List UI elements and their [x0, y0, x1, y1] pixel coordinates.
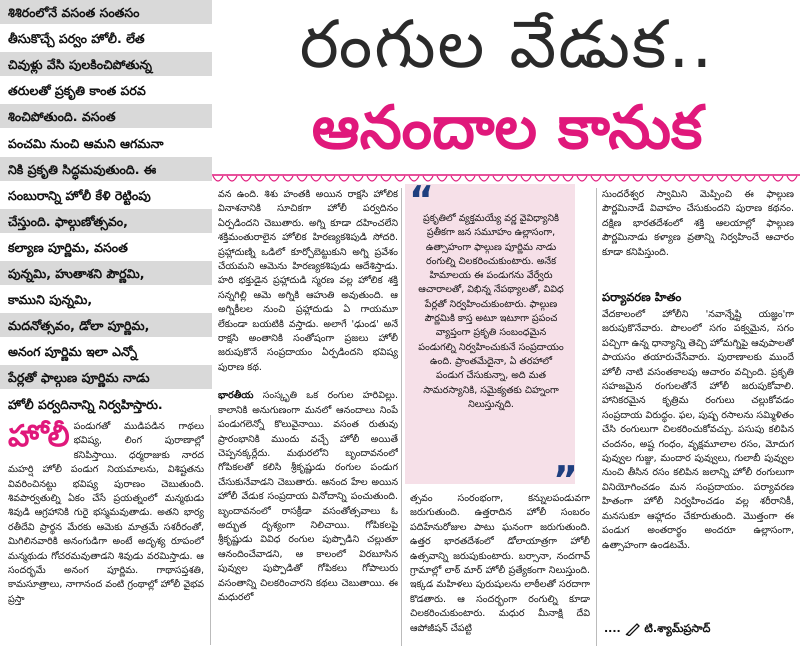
intro-line-text: శించిపోతుంది. వసంత	[8, 109, 116, 125]
intro-line	[0, 313, 212, 337]
intro-line	[0, 339, 212, 363]
intro-line	[0, 183, 212, 207]
intro-line-text: చేస్తుంది. ఫాల్గుణోత్సవం,	[8, 213, 128, 229]
ornament-loop	[563, 176, 573, 181]
intro-line	[0, 392, 212, 416]
ornament-loop	[521, 176, 531, 181]
ornament-loop	[367, 176, 377, 181]
ornament-loop	[227, 176, 237, 181]
intro-line	[0, 365, 212, 389]
intro-line-text: అనంగ పూర్ణిమ ఇలా ఎన్నో	[8, 344, 138, 360]
ornament-loop	[297, 176, 307, 181]
ornament-loop	[255, 176, 265, 181]
ornament-loop	[549, 176, 559, 181]
ornament-loop	[395, 176, 405, 181]
ornament-loop	[745, 176, 755, 181]
ornament-loop	[703, 176, 713, 181]
column-4-bottom-text: వేదకాలంలో హోలీని 'నవాన్నేష్టి యజ్ఞం'గా జరుపుకొనేవారు. పొలంలో సగం పక్వమైన, సగం పచ్చిగా ఉన్న ధాన్యాన్ని తెచ్చి హోమగ్నిపై ఆవుపాలతో పాయసం తయారుచేసేవారు. పురాణాలకు ముందే హోలీ నాటి వసంతకాలపు ఆచారం వచ్చింది. ప్రకృతి సహజమైన రంగులతోనే హోలీ జరుపుకోవాలి. హానికరమైన కృత్రిమ రంగులు చల్లుకోవడం సంప్రదాయ విరుద్ధం. ఫల, పుష్ప రసాలను సమ్మిళితం చేసి రంగులుగా చిలకరించుకోవచ్చు. పసుపు కలిపిన చందనం, అష్ట గంధం, వృక్షమూలాల రసం, మోదుగ పువ్వుల గుజ్జు, మందార పువ్వులు, గులాబీ పువ్వుల నుంచి తీసిన రసం కలిపిన జలాన్ని హోలీ రంగులుగా వినియోగించడం మన సంప్రదాయం. పర్యావరణ హితంగా హోలీ నిర్వహించడం వల్ల శరీరానికీ, మనసుకూ ఆహ్లాదం చేకూరుతుంది. మొత్తంగా ఈ పండుగ అంతరార్థం అందరూ ఉల్లాసంగా, ఉత్సాహంగా ఉండటమే.	[602, 309, 794, 551]
byline-author: టి.శ్యామ్‌ప్రసాద్	[644, 622, 711, 635]
ornament-loop	[731, 176, 741, 181]
intro-line	[0, 235, 212, 259]
column-2-bottom-text: సంస్కృతి ఒక రంగుల హరివిల్లు. కాలానికి అనుగుణంగా మనలో ఆనందాలు నింపే పండుగలెన్నో కొలువైనాయి. వసంత రుతువు ప్రారంభానికి ముందు వచ్చే హోలీ అయితే చెప్పనక్కర్లేదు. మథురలోని బృందావనంలో గోపికలతో కలిసి శ్రీకృష్ణుడు రంగుల పండుగ చేసుకునేవాడని చెబుతారు. ఆనంద హేల అయిన హోలీ వేడుక సంప్రదాయ వినోదాన్ని పంచుతుంది. బృందావనంలో రాసక్రీడా వసంతోత్సవాలు ఓ అద్భుత దృశ్యంగా నిలిచాయి. గోపికలపై శ్రీకృష్ణుడు వివిధ రంగుల పుప్పొడిని చల్లుతూ ఆనందించేవాడని, ఆ కాలంలో విరబూసిన పువ్వుల పుప్పొడితో గోపికలు గోపాలురు వసంతాన్ని చిలకరించారని కథలు చెబుతాయి. ఈ మధురలో	[218, 390, 398, 603]
pen-icon	[625, 622, 641, 636]
column-3-lower	[410, 492, 590, 646]
intro-line	[0, 104, 212, 128]
column-2	[218, 188, 398, 646]
ornament-loop	[241, 176, 251, 181]
ornament-loop	[633, 176, 643, 181]
ornament-loop	[353, 176, 363, 181]
ornament-loop	[787, 176, 797, 181]
pull-quote-box	[405, 178, 578, 502]
intro-line-text: పంచమి నుంచి ఆమని ఆగమనా	[8, 135, 164, 151]
intro-line-text: శిశిరంలోనే వసంత సంతసం	[8, 5, 140, 20]
intro-line-text: చివుళ్లు వేసి పులకించిపోతున్న	[8, 57, 152, 73]
column-1-lower	[8, 420, 204, 646]
intro-line-text: పేర్లతో ఫాల్గుణ పూర్ణిమ నాడు	[8, 370, 150, 386]
ornament-loop	[451, 176, 461, 181]
ornament-loop	[465, 176, 475, 181]
column-4-top-text: సుందరేశ్వర స్వామిని మెప్పించి ఈ ఫాల్గుణ పౌర్ణమినాడే వివాహం చేసుకుందని పురాణ కథనం. దక్షిణ భారతదేశంలో శక్తి ఆలయాల్లో ఫాల్గుణ పౌర్ణమినాడు కళ్యాణ వ్రతాన్ని నిర్వహించే ఆచారం కూడా కనిపిస్తుంది.	[602, 189, 794, 258]
close-quote-icon: ”	[553, 458, 578, 502]
column-divider	[210, 415, 211, 645]
intro-line-text: కల్యాణ పూర్ణిమ, వసంత	[8, 239, 128, 255]
byline	[604, 622, 794, 638]
ornament-loop	[311, 176, 321, 181]
pull-quote-text: ప్రకృతిలో వ్యక్తమయ్యే వర్ణ వైవిధ్యానికి ప్రతీకగా జన సమూహం ఉల్లాసంగా, ఉత్సాహంగా ఫాల్గుణ పూర్ణిమ నాడు రంగుల్ని చిలకరించుకుంటారు. అనేక హిమాలయ ఈ పండుగను వేర్వేరు ఆచారాలతో, విభిన్న నేపథ్యాలతో, వివిధ పేర్లతో నిర్వహించుకుంటారు. ఫాల్గుణ పౌర్ణమికి కాస్త అటూ ఇటూగా ప్రపంచ వ్యాప్తంగా ప్రకృతి సంబంధమైన పండుగల్ని నిర్వహించుకునే సంప్రదాయం ఉంది. ప్రాంతమేదైనా, ఏ తరహాలో పండుగ చేసుకున్నా, అది మత సామరస్యానికి, సమైక్యతకు చిహ్నంగా నిలుస్తున్నది.	[418, 213, 564, 410]
intro-line-text: మదనోత్సవం, డోలా పూర్ణిమ,	[8, 318, 150, 334]
intro-line-text: నికి ప్రకృతి సిద్ధమవుతుంది. ఈ	[8, 161, 157, 177]
intro-line	[0, 209, 212, 233]
ornament-loop	[325, 176, 335, 181]
ornament-loop	[661, 176, 671, 181]
intro-line	[0, 131, 212, 155]
ornament-loop	[213, 176, 223, 181]
ornament-loop	[619, 176, 629, 181]
headline-line1: రంగుల వేడుక..	[299, 6, 715, 83]
intro-column	[0, 0, 212, 418]
ornament-loop	[577, 176, 587, 181]
ornament-loop	[283, 176, 293, 181]
intro-line	[0, 26, 212, 50]
section-heading: పర్యావరణ హితం	[602, 290, 682, 304]
ornament-loop	[591, 176, 601, 181]
intro-line	[0, 261, 212, 285]
intro-line-text: తరులతో ప్రకృతి కాంత పరవ	[8, 83, 146, 99]
ornament-loop	[647, 176, 657, 181]
open-quote-icon: “	[409, 178, 434, 222]
column-divider	[596, 188, 597, 646]
ornament-loop	[535, 176, 545, 181]
ornament-loop	[605, 176, 615, 181]
ornament-loop	[675, 176, 685, 181]
ornament-loop	[773, 176, 783, 181]
column-4-top	[602, 188, 794, 278]
ornament-loop	[269, 176, 279, 181]
headline-line2: ఆనందాల కానుక	[311, 93, 703, 163]
column-1-text: పండుగతో ముడిపడిన గాథలు భవిష్య, లింగ పురాణాల్లో కనిపిస్తాయి. ధర్మరాజుకు నారద మహర్షి హోలీ పండుగ నియమాలను, విశిష్టతను వివరించినట్టు భవిష్య పురాణం చెబుతుంది. శివపార్వతుల్ని ఏకం చేసే ప్రయత్నంలో మన్మథుడు శివుడి ఆగ్రహానికి గురై భస్మమవుతాడు. అతని భార్య రతీదేవి ప్రార్థన మేరకు ఆమెకు మాత్రమే సశరీరంతో, మిగిలినవారికి అనంగుడిగా అంటే అదృశ్య రూపంలో మన్మథుడు గోచరమవుతాడని శివుడు వరమిస్తాడు. ఆ సందర్భమే అనంగ పూర్ణిమ. గాథాసప్తశతి, కామసూత్రాలు, నాగానంద వంటి గ్రంథాల్లో హోలీ వైభవ ప్రస్తా	[8, 421, 204, 605]
ornament-loop	[479, 176, 489, 181]
intro-line	[0, 157, 212, 181]
ornament-loop	[493, 176, 503, 181]
column-3-text: త్సవం సంరంభంగా, కన్నులపండువగా జరుగుతుంది. ఉత్తరాదిన హోలీ సంబరం పదిహేనురోజుల పాటు ఘనంగా జరుగుతుంది. ఉత్తర భారతదేశంలో డోలాయాత్రగా హోలీ ఉత్సవాన్ని జరుపుకుంటారు. బర్సానా, నందగావ్ గ్రామాల్లో లాఠ్ మార్ హోలీ ప్రత్యేకంగా నిలుస్తుంది. ఇక్కడ మహిళలు పురుషులను లాఠీలతో సరదాగా కొడతారు. ఆ సందర్భంగా రంగుల్ని కూడా చిలకరించుకుంటారు. మధుర మీనాక్షి దేవి ఆపోజీషన్ చేపట్టి	[410, 493, 590, 634]
intro-line	[0, 287, 212, 311]
intro-line-text: పున్నమి, హుతాశని పౌర్ణమి,	[8, 266, 145, 281]
dropcap-word: హోలీ	[8, 420, 70, 454]
column-4-bottom	[602, 308, 794, 618]
intro-line-text: సంబురాన్ని హోలీ కేళి రెట్టింపు	[8, 187, 151, 203]
intro-line-text: తీసుకొచ్చే పర్వం హోలీ. లేత	[8, 31, 145, 47]
ornament-loop	[759, 176, 769, 181]
column-2-top-text: వన ఉంది. శిశు హంతకి అయిన రాక్షసి హోలిక వినాశనానికి సూచికగా హోలీ పర్వదినం ఏర్పడిందని చెబుతారు. అగ్ని కూడా దహించలేని శక్తిమంతురాలైన హోలిక హిరణ్యకశిపుడి సోదరి. ప్రహ్లాదుణ్ని ఒడిలో కూర్చోబెట్టుకుని అగ్ని ప్రవేశం చేయమని ఆమెను హిరణ్యకశిపుడు ఆదేశిస్తాడు. హరి భక్తుడైన ప్రహ్లాదుడి స్మరణ వల్ల హోలిక శక్తి సన్నగిల్లి ఆమె అగ్నికి ఆహుతి అవుతుంది. ఆ అగ్నికీలల నుంచి ప్రహ్లాదుడు ఏ గాయమూ లేకుండా బయటికి వస్తాడు. అలాగే 'ఢుండ' అనే రాక్షసి అంతానికి సంతోషంగా ప్రజలు హోలీ జరుపుకొనే సంప్రదాయం ఏర్పడిందని భవిష్య పురాణ కథ.	[218, 189, 398, 373]
intro-line	[0, 78, 212, 102]
intro-line	[0, 0, 212, 24]
headline	[214, 0, 800, 172]
intro-line-text: కాముని పున్నమి,	[8, 292, 93, 308]
ornament-loop	[339, 176, 349, 181]
ornament-loop	[437, 176, 447, 181]
ornament-loop	[381, 176, 391, 181]
ornament-loop	[507, 176, 517, 181]
ornament-loop	[689, 176, 699, 181]
intro-line	[0, 52, 212, 76]
byline-dots: ....	[604, 622, 621, 635]
column-divider	[401, 188, 402, 646]
ornament-loop	[717, 176, 727, 181]
intro-line-text: హోలీ పర్వదినాన్ని నిర్వహిస్తారు.	[8, 396, 163, 412]
column-2-lead-word: భారతీయ	[218, 390, 254, 402]
